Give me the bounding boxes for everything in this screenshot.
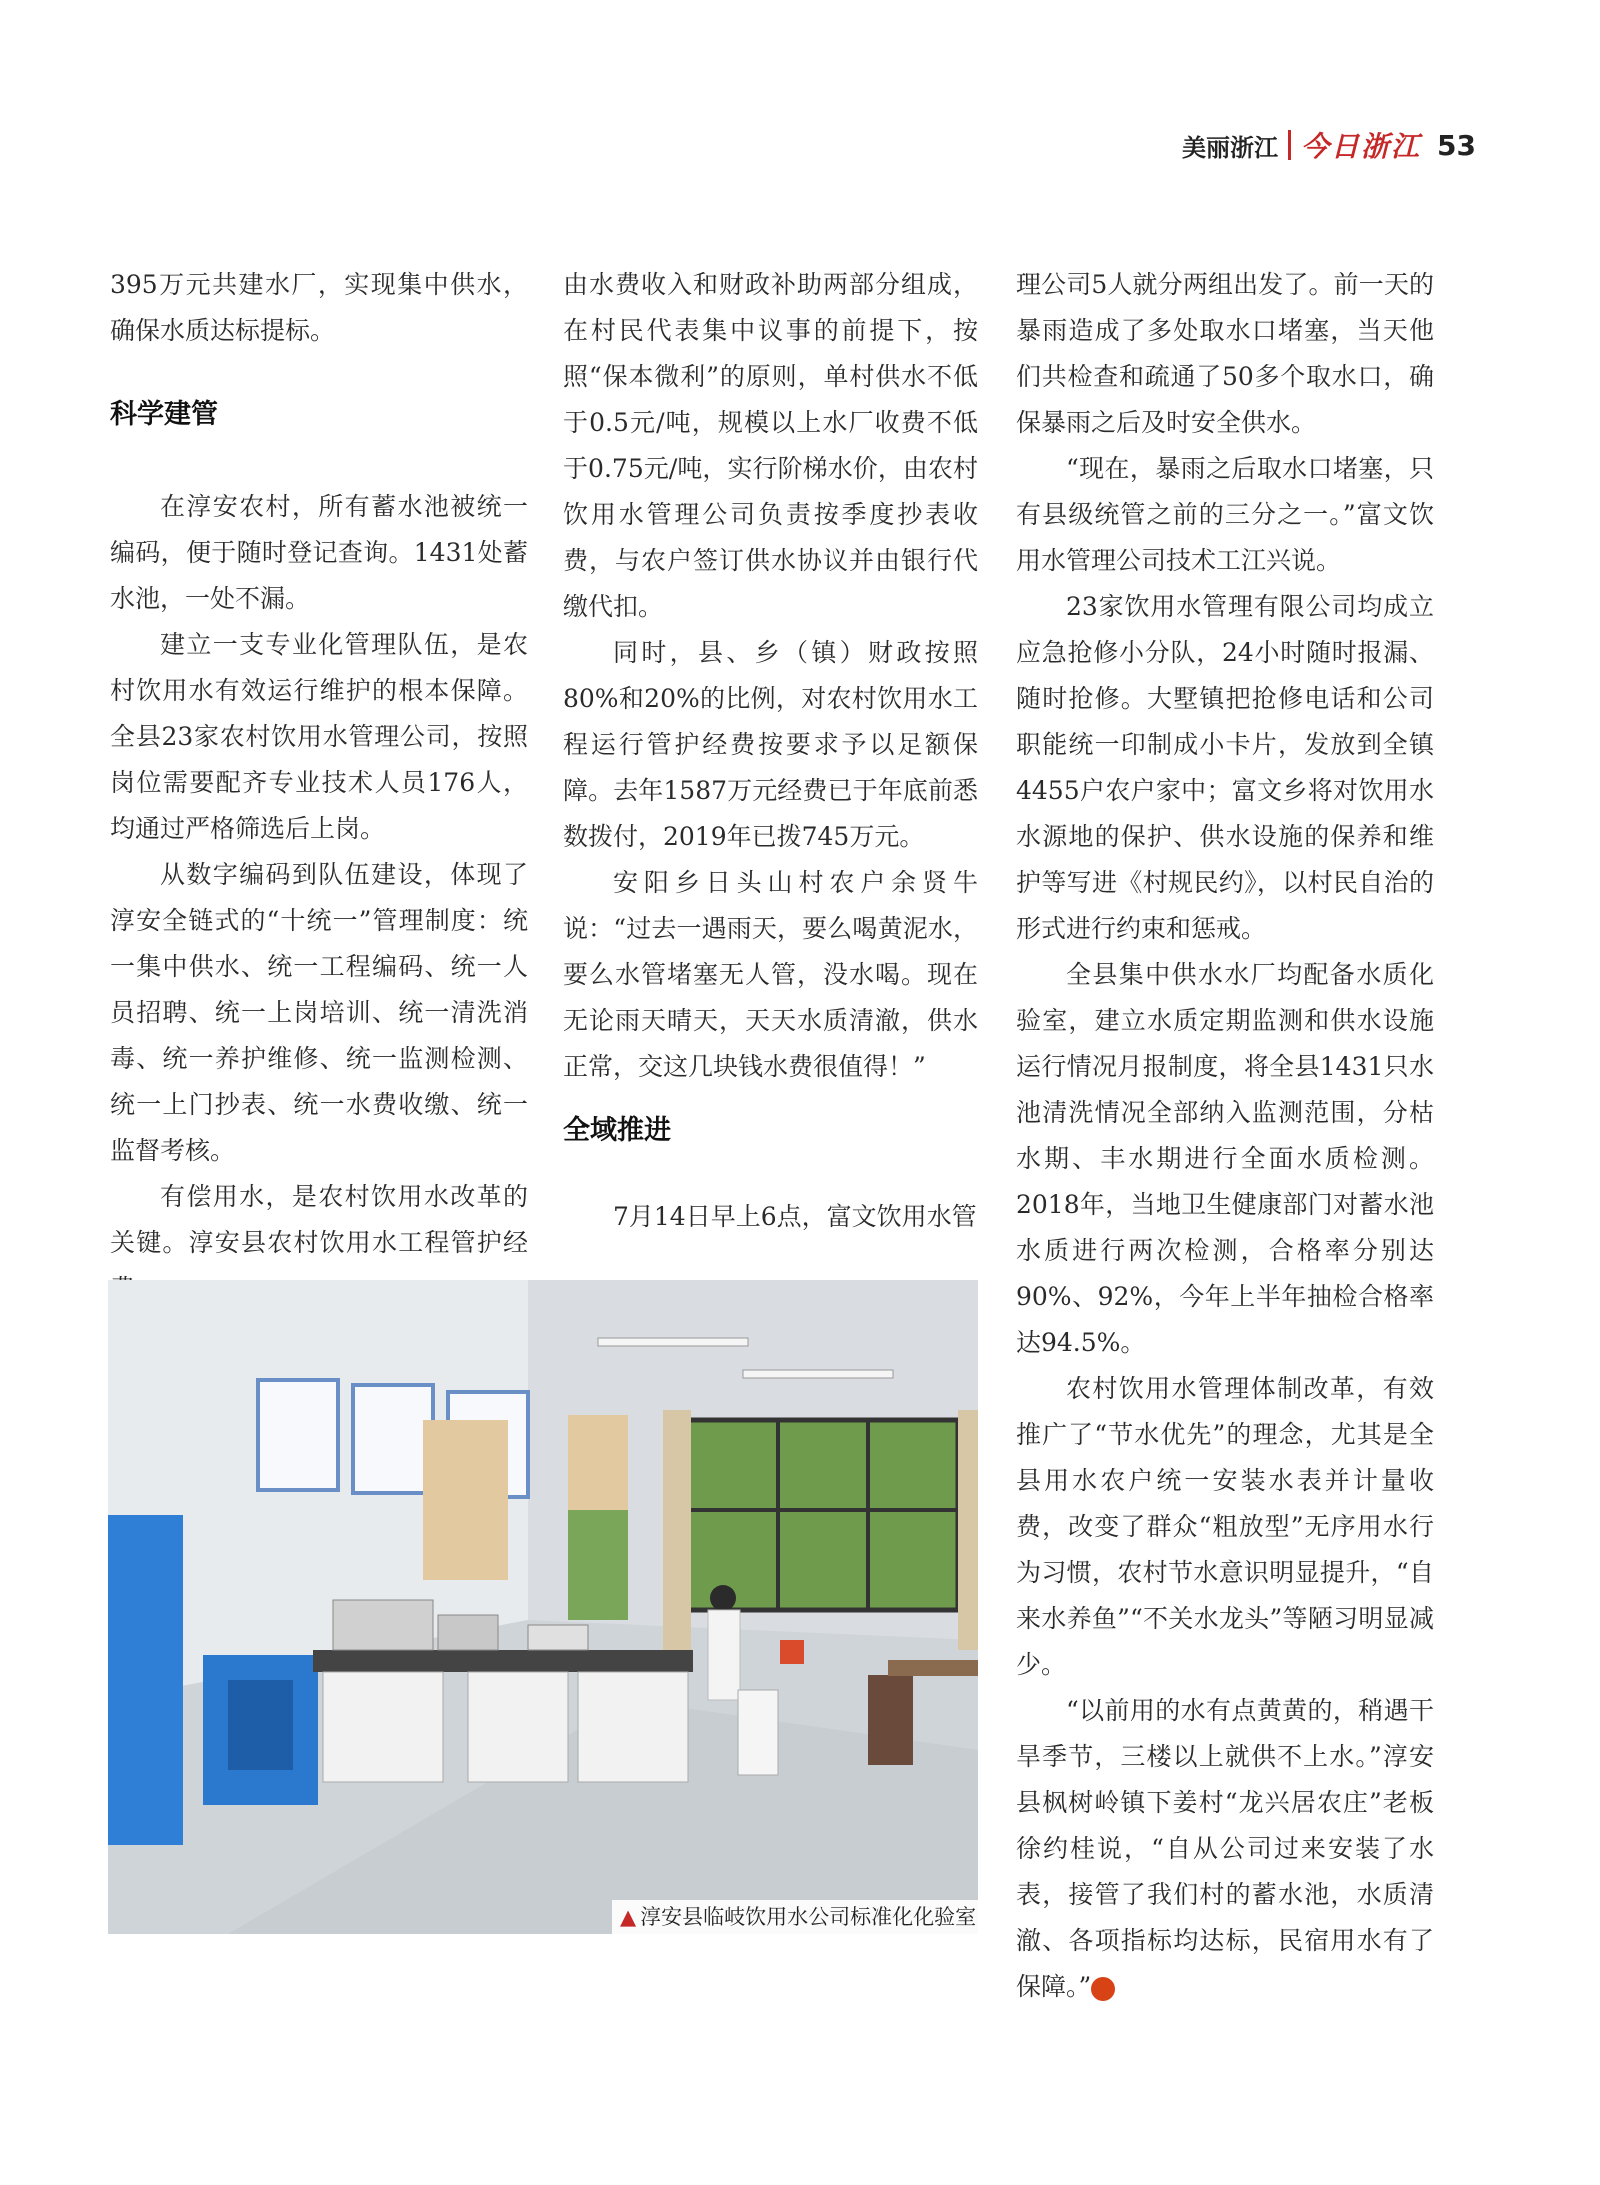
header-divider [1288,130,1291,160]
paragraph-text: “以前用的水有点黄黄的，稍遇干旱季节，三楼以上就供不上水。”淳安县枫树岭镇下姜村“龙兴居农庄”老板徐约桂说，“自从公司过来安装了水表，接管了我们村的蓄水池，水质清澈、各项指标均达标，民宿用水有了保障。” [1016,1696,1434,2001]
paragraph: 7月14日早上6点，富文饮用水管 [613,1202,977,1231]
paragraph: 农村饮用水管理体制改革，有效推广了“节水优先”的理念，尤其是全县用水农户统一安装水表并计量收费，改变了群众“粗放型”无序用水行为习惯，农村节水意识明显提升，“自来水养鱼”“不关水龙头”等陋习明显减少。 [1016,1374,1434,1679]
paragraph: 同时，县、乡（镇）财政按照80%和20%的比例，对农村饮用水工程运行管护经费按要求予以足额保障。去年1587万元经费已于年底前悉数拨付，2019年已拨745万元。 [563,638,978,851]
page-number: 53 [1437,128,1476,162]
paragraph: 全县集中供水水厂均配备水质化验室，建立水质定期监测和供水设施运行情况月报制度，将全县1431只水池清洗情况全部纳入监测范围，分枯水期、丰水期进行全面水质检测。2018年，当地卫生健康部门对蓄水池水质进行两次检测，合格率分别达90%、92%，今年上半年抽检合格率达94.5%。 [1016,960,1434,1357]
paragraph [1016,1688,1434,2010]
paragraph: 从数字编码到队伍建设，体现了淳安全链式的“十统一”管理制度：统一集中供水、统一工程编码、统一人员招聘、统一上岗培训、统一清洗消毒、统一养护维修、统一监测检测、统一上门抄表、统一水费收缴、统一监督考核。 [110,860,528,1165]
paragraph: 有偿用水，是农村饮用水改革的关键。淳安县农村饮用水工程管护经 [110,1182,528,1257]
column-1 [110,262,528,1312]
triangle-marker-icon: ▲ [620,1905,637,1929]
page-header [1182,125,1476,165]
paragraph: 理公司5人就分两组出发了。前一天的暴雨造成了多处取水口堵塞，当天他们共检查和疏通了50多个取水口，确保暴雨之后及时安全供水。 [1016,270,1434,437]
paragraph: 安阳乡日头山村农户余贤牛说：“过去一遇雨天，要么喝黄泥水，要么水管堵塞无人管，没水喝。现在无论雨天晴天，天天水质清澈，供水正常，交这几块钱水费很值得！” [563,868,978,1081]
section-heading-kexuejianguan: 科学建管 [110,399,218,430]
paragraph: 由水费收入和财政补助两部分组成，在村民代表集中议事的前提下，按照“保本微利”的原则，单村供水不低于0.5元/吨，规模以上水厂收费不低于0.75元/吨，实行阶梯水价，由农村饮用水管理公司负责按季度抄表收费，与农户签订供水协议并由银行代缴代扣。 [563,270,978,621]
paragraph: 23家饮用水管理有限公司均成立应急抢修小分队，24小时随时报漏、随时抢修。大墅镇把抢修电话和公司职能统一印制成小卡片，发放到全镇4455户农户家中；富文乡将对饮用水水源地的保护、供水设施的保养和维护等写进《村规民约》，以村民自治的形式进行约束和惩戒。 [1016,592,1434,943]
column-3 [1016,262,1434,2010]
photo-caption [612,1900,984,1934]
lab-photo [108,1280,978,1934]
magazine-logo: 今日浙江 [1301,130,1422,163]
column-2 [563,262,978,1240]
paragraph: “现在，暴雨之后取水口堵塞，只有县级统管之前的三分之一。”富文饮用水管理公司技术工江兴说。 [1016,454,1434,575]
lab-illustration [108,1280,978,1934]
section-heading-quanyutuijin: 全域推进 [563,1115,671,1146]
end-mark-icon: 今 [1091,1977,1115,2001]
section-name: 美丽浙江 [1182,133,1279,162]
paragraph: 建立一支专业化管理队伍，是农村饮用水有效运行维护的根本保障。全县23家农村饮用水管理公司，按照岗位需要配齐专业技术人员176人，均通过严格筛选后上岗。 [110,630,528,843]
caption-text: 淳安县临岐饮用水公司标准化化验室 [640,1905,977,1929]
paragraph: 在淳安农村，所有蓄水池被统一编码，便于随时登记查询。1431处蓄水池，一处不漏。 [110,492,528,613]
paragraph: 395万元共建水厂，实现集中供水，确保水质达标提标。 [110,270,528,345]
